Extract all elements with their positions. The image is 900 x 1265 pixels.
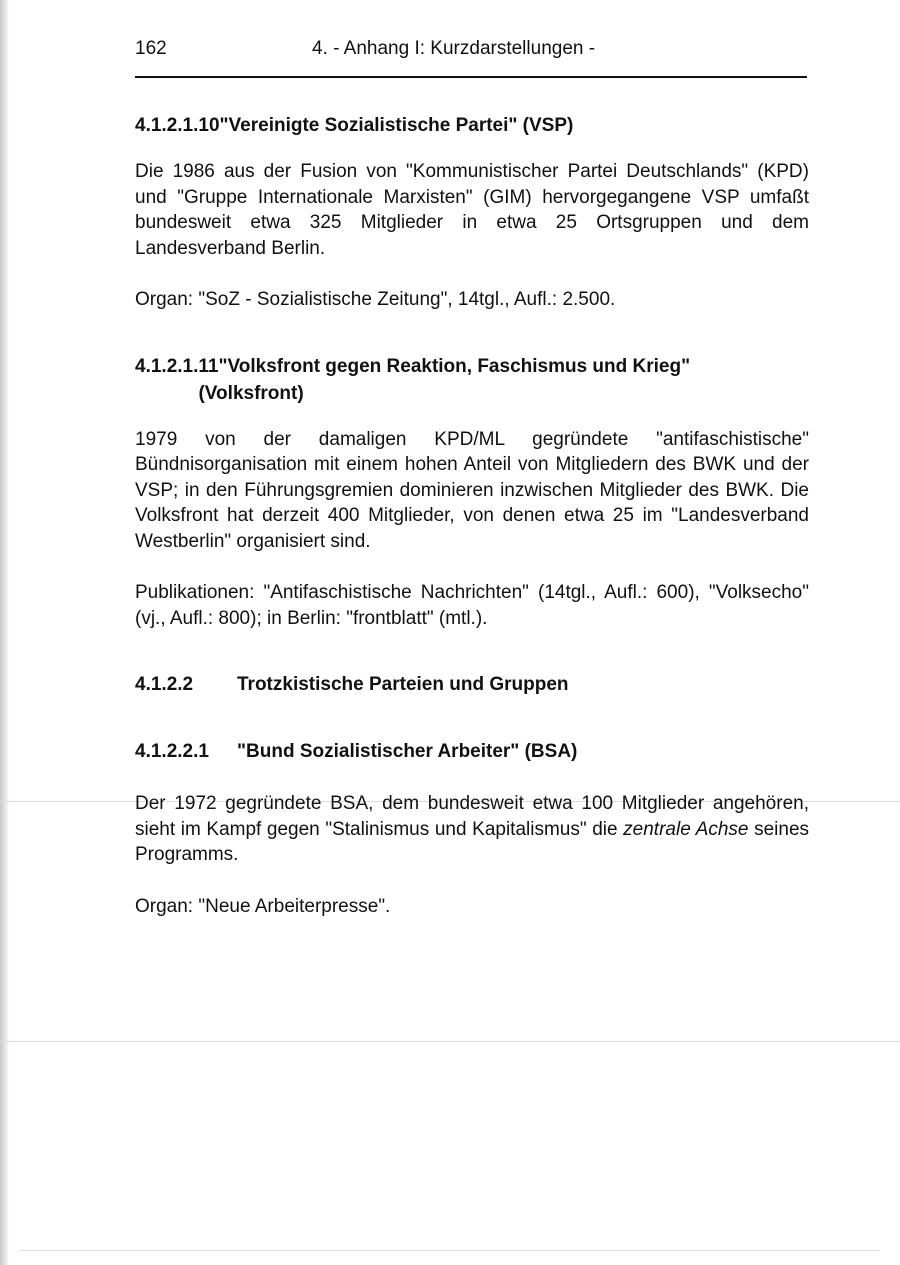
section-heading-vsp [135,112,809,139]
body-paragraph: 1979 von der damaligen KPD/ML gegründete "antifaschistische" Bündnisorganisation mit einem hohen Anteil von Mitgliedern des BWK und der VSP; in den Führungsgremien dominieren inzwischen Mitglieder des BWK. Die Volksfront hat derzeit 400 Mitglieder, von denen etwa 25 im "Landesverband Westberlin" organisiert sind. [135,428,809,552]
running-title: 4. - Anhang I: Kurzdarstellungen - [312,38,596,59]
document-body [135,112,809,919]
scan-artifact-line [0,1041,900,1042]
section-title: "Vereinigte Sozialistische Partei" (VSP) [219,115,574,136]
organ-line: Organ: "SoZ - Sozialistische Zeitung", 14tgl., Aufl.: 2.500. [135,289,616,310]
section-heading-trotzkisten [135,671,809,698]
page-number: 162 [135,38,167,59]
page-edge-shadow [0,0,9,1265]
section-title: Trotzkistische Parteien und Gruppen [237,674,569,695]
section-title-continued: (Volksfront) [198,382,304,404]
section-title: "Bund Sozialistischer Arbeiter" (BSA) [237,741,578,762]
section-heading-volksfront [135,353,809,407]
section-number: 4.1.2.1.11 [135,355,219,377]
body-paragraph: Die 1986 aus der Fusion von "Kommunistischer Partei Deutschlands" (KPD) und "Gruppe Internationale Marxisten" (GIM) hervorgegangene VSP umfaßt bundesweit etwa 325 Mitglieder in etwa 25 Ortsgruppen und dem Landesverband Berlin. [135,161,809,259]
page-header [135,38,807,78]
organ-line: Organ: "Neue Arbeiterpresse". [135,895,391,917]
emphasized-text: zentrale Achse [623,818,749,840]
body-paragraph [135,791,809,868]
section-title: "Volksfront gegen Reaktion, Faschismus und Krieg" [218,355,691,377]
header-rule [135,76,807,78]
paragraph-text: Der 1972 gegründete BSA, dem bundesweit etwa 100 Mitglieder angehören, sieht im Kampf gegen "Stalinismus und Kapitalismus" die [135,793,809,840]
paragraph-text: seines Programms. [135,818,810,865]
section-number: 4.1.2.1.10 [135,115,220,136]
scan-artifact-line [20,1250,880,1251]
section-heading-bsa [135,738,809,765]
section-number: 4.1.2.2 [135,674,194,695]
publications-line: Publikationen: "Antifaschistische Nachrichten" (14tgl., Aufl.: 600), "Volksecho" (vj., Aufl.: 800); in Berlin: "frontblatt" (mtl.). [135,582,809,629]
section-number: 4.1.2.2.1 [135,741,209,762]
